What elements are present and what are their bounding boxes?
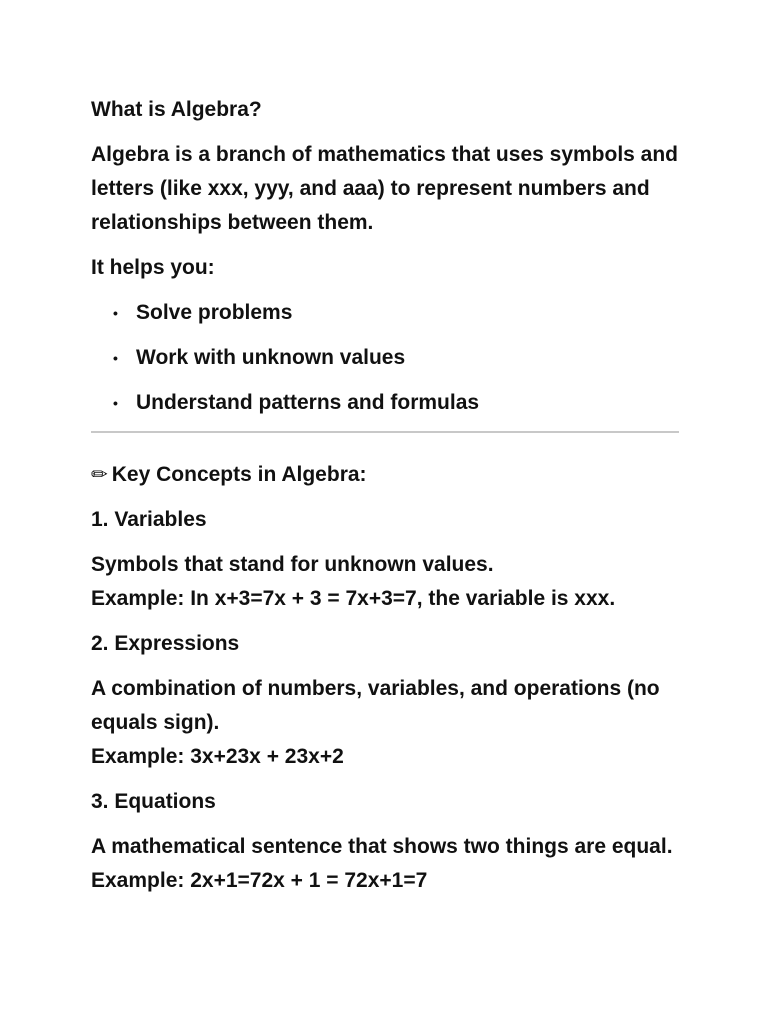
concept-title-variables: 1. Variables [91, 508, 207, 531]
document-page [91, 93, 679, 909]
list-item [91, 296, 679, 330]
section-divider [91, 431, 679, 433]
concept-definition: Symbols that stand for unknown values. [91, 553, 494, 576]
concept-example: Example: 2x+1=72x + 1 = 72x+1=7 [91, 869, 428, 892]
concepts-heading [91, 457, 679, 492]
concept-definition: A mathematical sentence that shows two things are equal. [91, 835, 673, 858]
concepts-heading-text: Key Concepts in Algebra: [111, 463, 367, 486]
concept-body-variables [91, 548, 679, 616]
bullet-icon: • [113, 305, 118, 321]
concept-title-equations: 3. Equations [91, 790, 216, 813]
concept-example: Example: In x+3=7x + 3 = 7x+3=7, the variable is xxx. [91, 587, 616, 610]
concept-body-equations [91, 830, 679, 898]
list-item-text: Work with unknown values [136, 346, 406, 369]
list-item [91, 341, 679, 375]
helps-list [91, 296, 679, 420]
list-item [91, 386, 679, 420]
list-item-text: Solve problems [136, 301, 293, 324]
bullet-icon: • [113, 350, 118, 366]
helps-label: It helps you: [91, 256, 215, 279]
intro-paragraph: Algebra is a branch of mathematics that uses symbols and letters (like xxx, yyy, and aaa) to represent numbers and relationships between them. [91, 143, 679, 234]
bullet-icon: • [113, 395, 118, 411]
concept-example: Example: 3x+23x + 23x+2 [91, 745, 344, 768]
concept-definition: A combination of numbers, variables, and operations (no equals sign). [91, 677, 660, 734]
pencil-icon: ✏ [91, 462, 108, 486]
concept-title-expressions: 2. Expressions [91, 632, 240, 655]
concept-body-expressions [91, 672, 679, 774]
list-item-text: Understand patterns and formulas [136, 391, 480, 414]
section-title: What is Algebra? [91, 98, 262, 121]
